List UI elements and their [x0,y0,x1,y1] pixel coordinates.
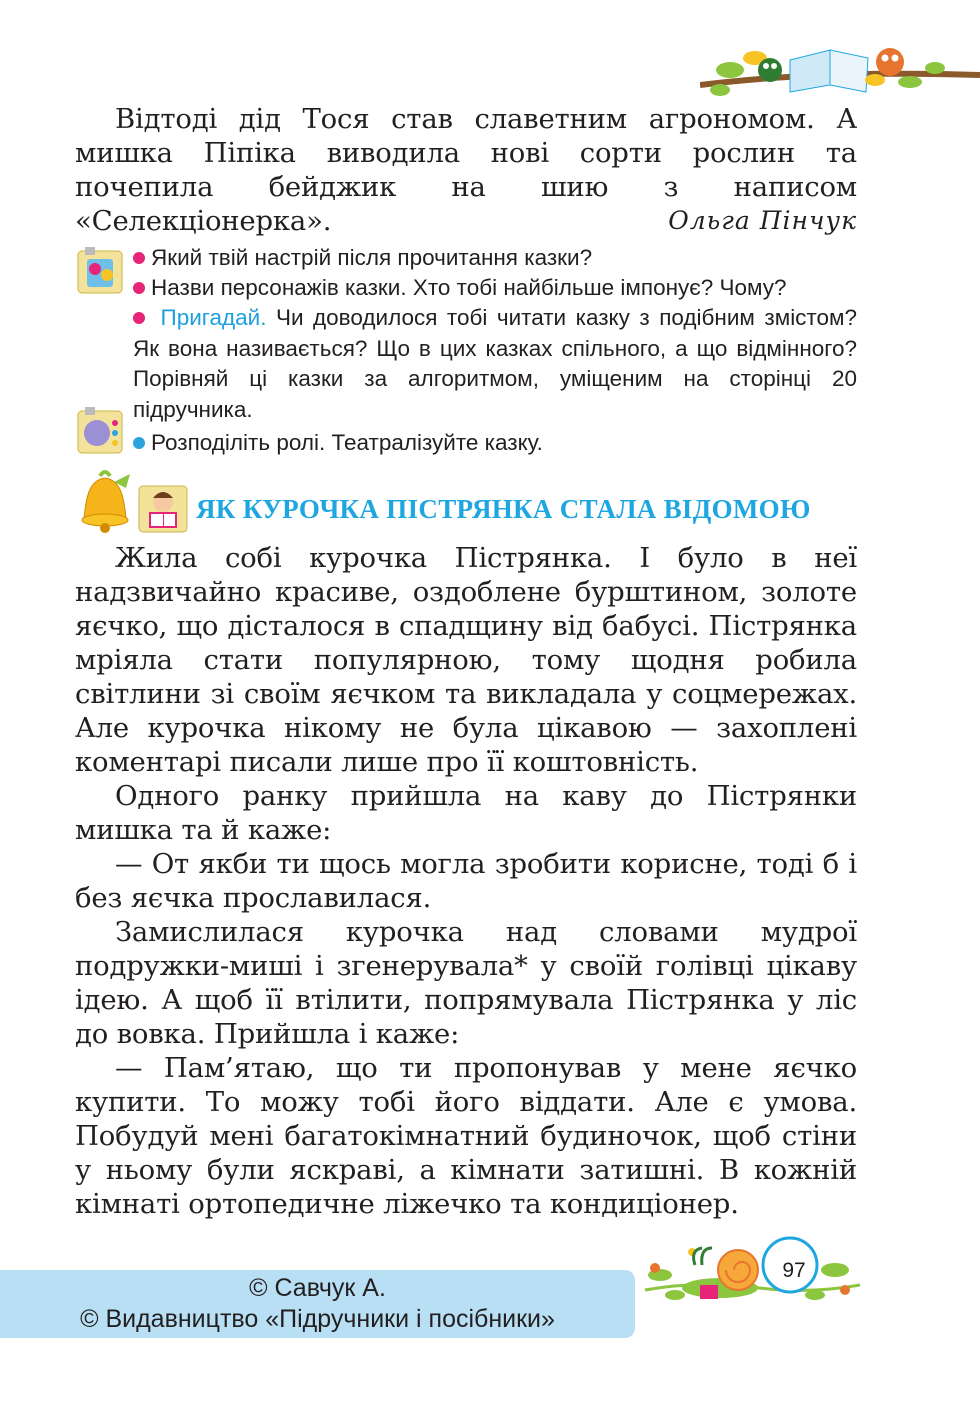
discuss-icon [75,245,127,297]
bullet-icon [133,437,145,449]
theater-icon [75,405,127,457]
question-characters: Назви персонажів казки. Хто тобі найбільше імпонує? Чому? [133,273,857,304]
story-ending-paragraph: Відтоді дід Тося став славетним агрономом. А мишка Піпіка виводила нові сорти рослин та почепила бейджик на шию з написом «Селекціонерка». [75,103,857,237]
copyright-publisher: © Видавництво «Підручники і посібники» [80,1305,555,1333]
snail-flowers-illustration [640,1230,865,1320]
story-paragraph-5: — Пам’ятаю, що ти пропонував у мене яєчко купити. То можу тобі його віддати. Але є умова. Побудуй мені багатокімнатний будиночок, щоб стіни у ньому були яскраві, а кімнати затишні. В кожній кімнаті ортопедичне ліжечко та кондиціонер. [75,1052,857,1220]
bullet-icon [133,282,145,294]
copyright-author: © Савчук А. [249,1274,386,1302]
copyright-footer [0,1270,635,1338]
branch-birds-book-illustration [700,30,980,110]
bullet-icon [133,312,145,324]
recall-label: Пригадай. [160,305,267,330]
story-title: ЯК КУРОЧКА ПІСТРЯНКА СТАЛА ВІДОМОЮ [196,494,811,524]
reading-child-icon [137,482,191,536]
bullet-icon [133,252,145,264]
bell-icon [74,470,136,540]
story-paragraph-3: — От якби ти щось могла зробити корисне, тоді б і без яєчка прославилася. [75,848,857,914]
story-paragraph-2: Одного ранку прийшла на каву до Пістрянки мишка та й каже: [75,780,857,846]
question-recall: Пригадай. Чи доводилося тобі читати казку з подібним змістом? Як вона називається? Що в цих казках спільного, а що відмінного? Порівняй ці казки за алгоритмом, уміщеним на сторінці 20 підручника. [133,305,857,422]
author-signature: Ольга Пінчук [668,206,857,235]
question-mood: Який твій настрій після прочитання казки? [133,243,857,274]
page-number: 97 [782,1259,806,1282]
story-paragraph-1: Жила собі курочка Пістрянка. І було в неї надзвичайно красиве, оздоблене бурштином, золоте яєчко, що дісталося в спадщину від бабусі. Пістрянка мріяла стати популярною, тому щодня робила світлини зі своїм яєчком та викладала у соцмережах. Але курочка нікому не була цікавою — захоплені коментарі писали лише про її коштовність. [75,542,857,778]
task-roles: Розподіліть ролі. Театралізуйте казку. [133,428,857,459]
story-paragraph-4: Замислилася курочка над словами мудрої подружки-миші і згенерувала* у своїй голівці цікаву ідею. А щоб її втілити, попрямувала Пістрянка у ліс до вовка. Прийшла і каже: [75,916,857,1050]
